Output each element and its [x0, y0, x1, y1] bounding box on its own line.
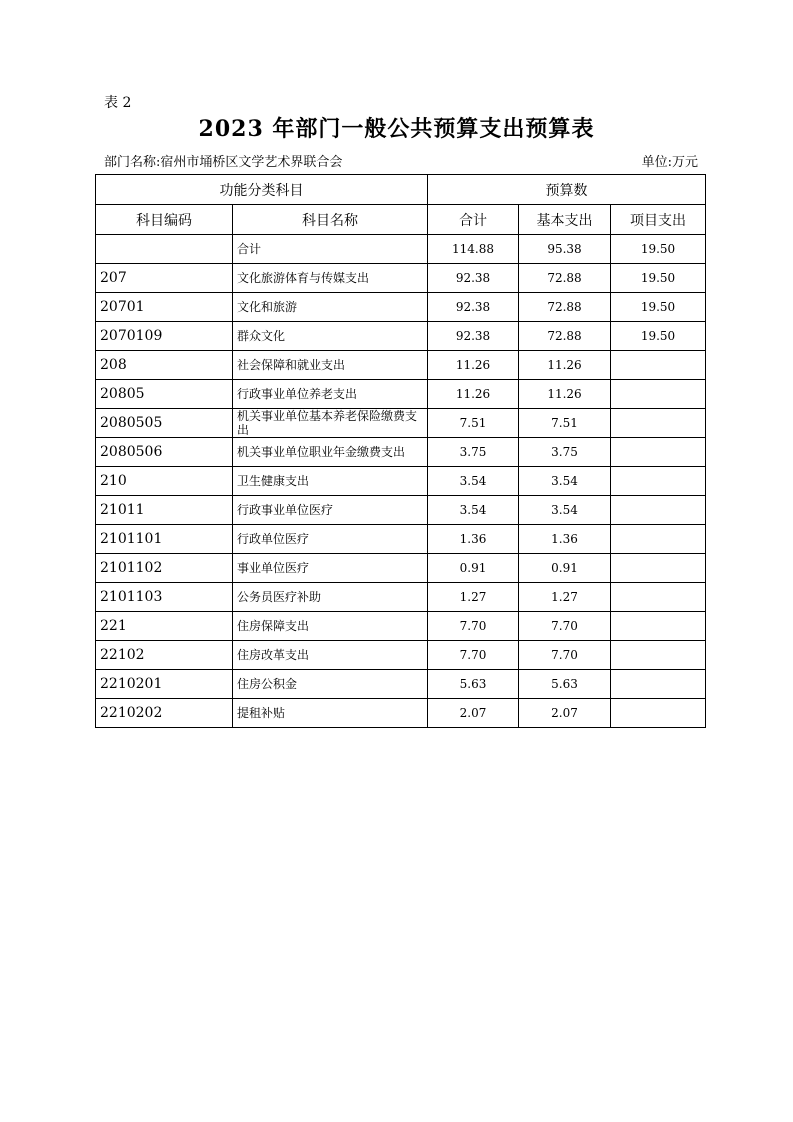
column-header-code: 科目编码	[96, 205, 233, 235]
cell-code: 2070109	[96, 322, 233, 351]
cell-basic: 7.70	[519, 612, 611, 641]
table-row	[96, 525, 706, 554]
cell-name: 文化和旅游	[233, 293, 428, 322]
cell-code	[96, 235, 233, 264]
cell-total: 3.54	[428, 467, 519, 496]
cell-project	[611, 467, 706, 496]
cell-total: 0.91	[428, 554, 519, 583]
budget-table	[95, 174, 706, 728]
cell-project	[611, 670, 706, 699]
cell-basic: 11.26	[519, 351, 611, 380]
cell-project	[611, 496, 706, 525]
cell-total: 92.38	[428, 322, 519, 351]
cell-name: 行政事业单位医疗	[233, 496, 428, 525]
cell-name: 住房公积金	[233, 670, 428, 699]
cell-code: 221	[96, 612, 233, 641]
cell-basic: 95.38	[519, 235, 611, 264]
cell-total: 5.63	[428, 670, 519, 699]
cell-name: 提租补贴	[233, 699, 428, 728]
cell-code: 2101102	[96, 554, 233, 583]
cell-total: 7.70	[428, 641, 519, 670]
cell-project	[611, 699, 706, 728]
cell-basic: 2.07	[519, 699, 611, 728]
cell-basic: 11.26	[519, 380, 611, 409]
table-row	[96, 322, 706, 351]
table-row	[96, 293, 706, 322]
cell-name: 行政事业单位养老支出	[233, 380, 428, 409]
cell-code: 208	[96, 351, 233, 380]
column-header-row	[96, 205, 706, 235]
cell-code: 2080506	[96, 438, 233, 467]
table-row	[96, 438, 706, 467]
cell-code: 210	[96, 467, 233, 496]
cell-code: 2080505	[96, 409, 233, 438]
column-header-total: 合计	[428, 205, 519, 235]
cell-total: 92.38	[428, 264, 519, 293]
cell-project: 19.50	[611, 322, 706, 351]
cell-project	[611, 554, 706, 583]
cell-project	[611, 612, 706, 641]
cell-project: 19.50	[611, 293, 706, 322]
table-row	[96, 699, 706, 728]
cell-name: 机关事业单位基本养老保险缴费支出	[233, 409, 428, 438]
cell-code: 207	[96, 264, 233, 293]
cell-project	[611, 409, 706, 438]
table-row	[96, 583, 706, 612]
cell-name: 群众文化	[233, 322, 428, 351]
cell-project	[611, 351, 706, 380]
group-header-budget: 预算数	[428, 175, 706, 205]
column-header-project: 项目支出	[611, 205, 706, 235]
table-row	[96, 554, 706, 583]
cell-basic: 7.51	[519, 409, 611, 438]
cell-code: 2101103	[96, 583, 233, 612]
table-row	[96, 235, 706, 264]
column-header-basic: 基本支出	[519, 205, 611, 235]
cell-basic: 7.70	[519, 641, 611, 670]
cell-total: 92.38	[428, 293, 519, 322]
cell-project: 19.50	[611, 264, 706, 293]
cell-code: 2101101	[96, 525, 233, 554]
page-title: 2023 年部门一般公共预算支出预算表	[198, 116, 595, 142]
cell-basic: 1.36	[519, 525, 611, 554]
department-name: 部门名称:宿州市埇桥区文学艺术界联合会	[104, 155, 343, 170]
cell-basic: 3.75	[519, 438, 611, 467]
table-row	[96, 351, 706, 380]
cell-code: 21011	[96, 496, 233, 525]
cell-total: 1.36	[428, 525, 519, 554]
table-row	[96, 264, 706, 293]
cell-basic: 1.27	[519, 583, 611, 612]
meta-row	[104, 151, 698, 170]
cell-name: 行政单位医疗	[233, 525, 428, 554]
cell-project	[611, 525, 706, 554]
cell-project	[611, 380, 706, 409]
cell-basic: 5.63	[519, 670, 611, 699]
cell-code: 20805	[96, 380, 233, 409]
cell-basic: 3.54	[519, 467, 611, 496]
table-row	[96, 409, 706, 438]
cell-code: 22102	[96, 641, 233, 670]
cell-basic: 0.91	[519, 554, 611, 583]
cell-project	[611, 583, 706, 612]
cell-total: 3.75	[428, 438, 519, 467]
cell-name: 文化旅游体育与传媒支出	[233, 264, 428, 293]
cell-name: 卫生健康支出	[233, 467, 428, 496]
cell-total: 7.70	[428, 612, 519, 641]
cell-name: 住房改革支出	[233, 641, 428, 670]
cell-total: 114.88	[428, 235, 519, 264]
table-row	[96, 380, 706, 409]
unit-label: 单位:万元	[641, 155, 698, 170]
cell-total: 11.26	[428, 351, 519, 380]
column-header-name: 科目名称	[233, 205, 428, 235]
table-row	[96, 467, 706, 496]
cell-total: 11.26	[428, 380, 519, 409]
group-header-row	[96, 175, 706, 205]
table-body	[96, 175, 706, 728]
cell-name: 合计	[233, 235, 428, 264]
cell-code: 20701	[96, 293, 233, 322]
table-row	[96, 612, 706, 641]
cell-project	[611, 438, 706, 467]
cell-basic: 3.54	[519, 496, 611, 525]
cell-name: 社会保障和就业支出	[233, 351, 428, 380]
cell-total: 3.54	[428, 496, 519, 525]
cell-total: 2.07	[428, 699, 519, 728]
cell-total: 1.27	[428, 583, 519, 612]
cell-name: 住房保障支出	[233, 612, 428, 641]
cell-code: 2210202	[96, 699, 233, 728]
cell-name: 事业单位医疗	[233, 554, 428, 583]
cell-basic: 72.88	[519, 293, 611, 322]
table-row	[96, 496, 706, 525]
table-row	[96, 641, 706, 670]
cell-basic: 72.88	[519, 322, 611, 351]
cell-basic: 72.88	[519, 264, 611, 293]
cell-total: 7.51	[428, 409, 519, 438]
cell-name: 机关事业单位职业年金缴费支出	[233, 438, 428, 467]
group-header-functional: 功能分类科目	[96, 175, 428, 205]
cell-code: 2210201	[96, 670, 233, 699]
cell-project	[611, 641, 706, 670]
table-row	[96, 670, 706, 699]
table-label: 表 2	[104, 95, 132, 111]
cell-name: 公务员医疗补助	[233, 583, 428, 612]
cell-project: 19.50	[611, 235, 706, 264]
